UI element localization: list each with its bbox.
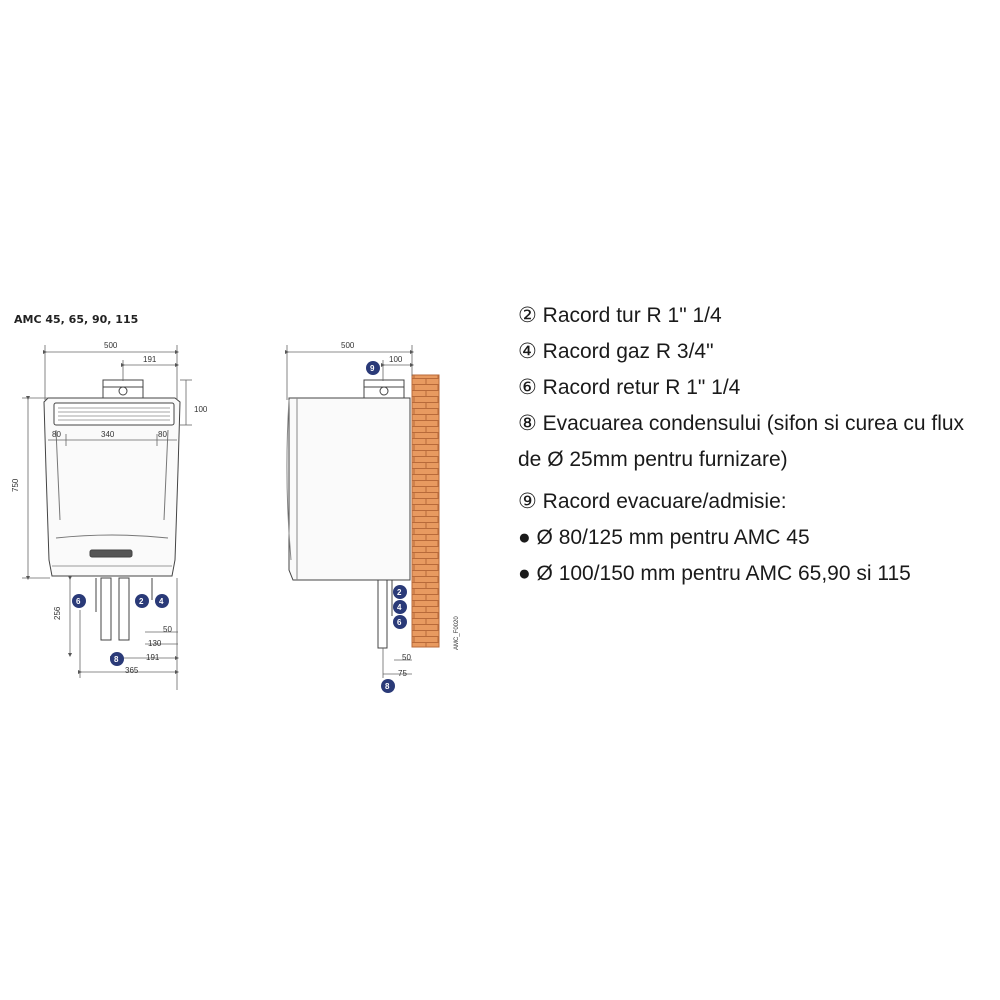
dim-side-flue-offset: 100	[389, 355, 403, 364]
dim-side-width: 500	[341, 341, 355, 350]
svg-text:2: 2	[397, 588, 402, 597]
svg-text:4: 4	[159, 597, 164, 606]
svg-text:2: 2	[139, 597, 144, 606]
marker-8-front	[110, 652, 124, 666]
marker-8-side	[381, 679, 395, 693]
marker-2-front	[135, 594, 149, 608]
marker-6-front	[72, 594, 86, 608]
dim-front-340: 340	[101, 430, 115, 439]
svg-text:9: 9	[370, 364, 375, 373]
dim-side-75: 75	[398, 669, 407, 678]
dim-front-365: 365	[125, 666, 139, 675]
marker-2-side	[393, 585, 407, 599]
pipe-condensate	[101, 578, 111, 640]
side-pipe	[378, 580, 387, 648]
ventilation-grille	[54, 403, 174, 425]
dim-front-50: 50	[163, 625, 172, 634]
svg-text:6: 6	[76, 597, 81, 606]
marker-6-side	[393, 615, 407, 629]
dim-front-height: 750	[11, 478, 20, 492]
brick-wall	[412, 375, 439, 647]
side-view	[287, 375, 439, 648]
legend-item-6: ⑥ Racord retur R 1" 1/4	[518, 376, 741, 399]
svg-text:6: 6	[397, 618, 402, 627]
dim-front-right-80: 80	[158, 430, 167, 439]
pipe-flow	[119, 578, 129, 640]
dim-side-50: 50	[402, 653, 411, 662]
legend-item-4: ④ Racord gaz R 3/4"	[518, 340, 714, 363]
dim-front-191: 191	[146, 653, 160, 662]
svg-text:8: 8	[385, 682, 390, 691]
drawing-code: AMC_F0020	[454, 616, 460, 650]
marker-9-side	[366, 361, 380, 375]
svg-text:8: 8	[114, 655, 119, 664]
dim-front-width: 500	[104, 341, 118, 350]
boiler-side-casing	[289, 398, 410, 580]
dim-front-256: 256	[53, 606, 62, 620]
legend-item-9: ⑨ Racord evacuare/admisie:	[518, 490, 787, 513]
legend-item-2: ② Racord tur R 1" 1/4	[518, 304, 722, 327]
dim-front-left-80: 80	[52, 430, 61, 439]
dim-front-flue-offset: 191	[143, 355, 157, 364]
marker-4-side	[393, 600, 407, 614]
legend-bullet-amc65-90-115: ● Ø 100/150 mm pentru AMC 65,90 si 115	[518, 562, 911, 585]
marker-4-front	[155, 594, 169, 608]
svg-text:4: 4	[397, 603, 402, 612]
dim-front-flue-height: 100	[194, 405, 208, 414]
model-title: AMC 45, 65, 90, 115	[14, 313, 139, 326]
legend-item-8: ⑧ Evacuarea condensului (sifon si curea cu flux de Ø 25mm pentru furnizare)	[518, 412, 965, 471]
dim-front-130: 130	[148, 639, 162, 648]
connection-legend	[518, 298, 993, 592]
legend-bullet-amc45: ● Ø 80/125 mm pentru AMC 45	[518, 526, 810, 549]
control-panel	[90, 550, 132, 557]
